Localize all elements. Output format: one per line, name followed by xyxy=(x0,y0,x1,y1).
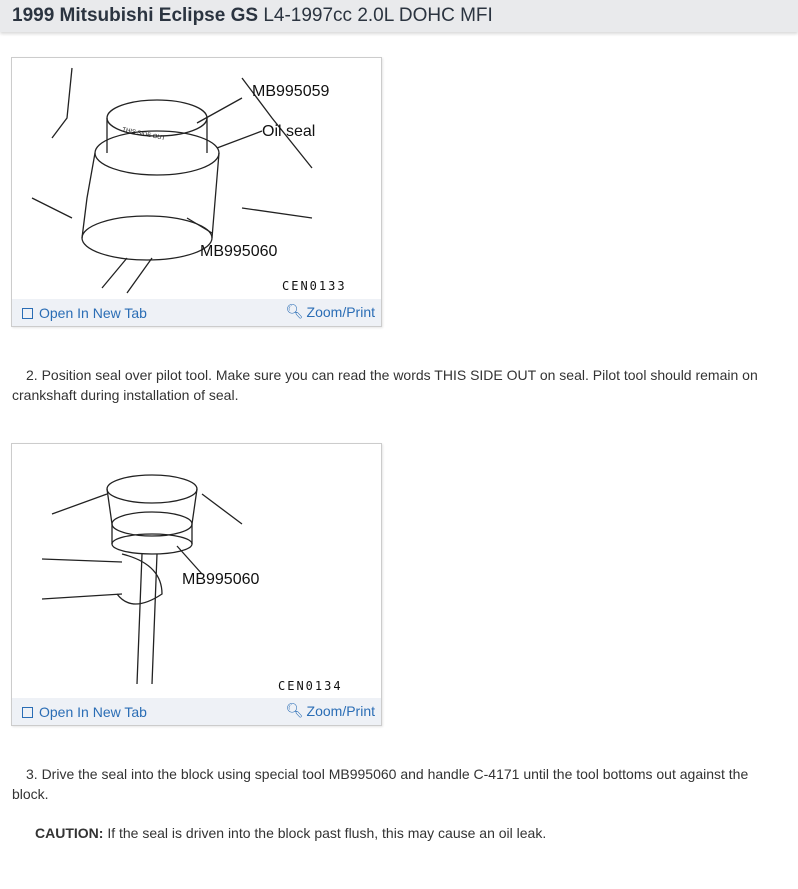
caution-note xyxy=(35,823,795,843)
zoom-print-link[interactable] xyxy=(286,303,375,320)
caution-label: CAUTION: xyxy=(35,825,104,841)
figure-toolbar xyxy=(12,299,381,326)
figure-1 xyxy=(11,57,382,327)
open-label: Open In New Tab xyxy=(39,305,147,321)
label-mb995060: MB995060 xyxy=(200,243,278,260)
figure-2 xyxy=(11,443,382,726)
figure-code: CEN0133 xyxy=(282,279,347,293)
step-3-text: 3. Drive the seal into the block using special tool MB995060 and handle C-4171 until the tool bottoms out against the block. xyxy=(12,766,749,802)
zoom-label: Zoom/Print xyxy=(306,303,375,320)
zoom-print-link[interactable] xyxy=(286,702,375,719)
figure-code: CEN0134 xyxy=(278,679,343,693)
figure-toolbar xyxy=(12,698,381,725)
seal-installation-diagram xyxy=(12,58,381,298)
zoom-icon: 🔍︎ xyxy=(285,702,304,718)
step-2-text: 2. Position seal over pilot tool. Make sure you can read the words THIS SIDE OUT on seal. Pilot tool should remain on crankshaft during installation of seal. xyxy=(12,367,758,403)
open-in-new-tab-link[interactable] xyxy=(22,704,147,720)
caution-text: If the seal is driven into the block past flush, this may cause an oil leak. xyxy=(103,825,547,841)
label-this-side-out: THIS SIDE OUT xyxy=(121,127,166,143)
zoom-label: Zoom/Print xyxy=(306,702,375,719)
open-label: Open In New Tab xyxy=(39,704,147,720)
zoom-icon: 🔍︎ xyxy=(285,303,304,319)
open-tab-icon xyxy=(22,707,33,718)
page-header xyxy=(0,0,798,32)
open-tab-icon xyxy=(22,308,33,319)
label-mb995060: MB995060 xyxy=(182,571,260,588)
engine-spec: L4-1997cc 2.0L DOHC MFI xyxy=(263,5,493,26)
open-in-new-tab-link[interactable] xyxy=(22,305,147,321)
page-title xyxy=(12,5,493,27)
seal-driving-diagram xyxy=(12,444,381,697)
vehicle-name: 1999 Mitsubishi Eclipse GS xyxy=(12,5,259,26)
label-oil-seal: Oil seal xyxy=(262,123,316,140)
label-mb995059: MB995059 xyxy=(252,83,330,100)
